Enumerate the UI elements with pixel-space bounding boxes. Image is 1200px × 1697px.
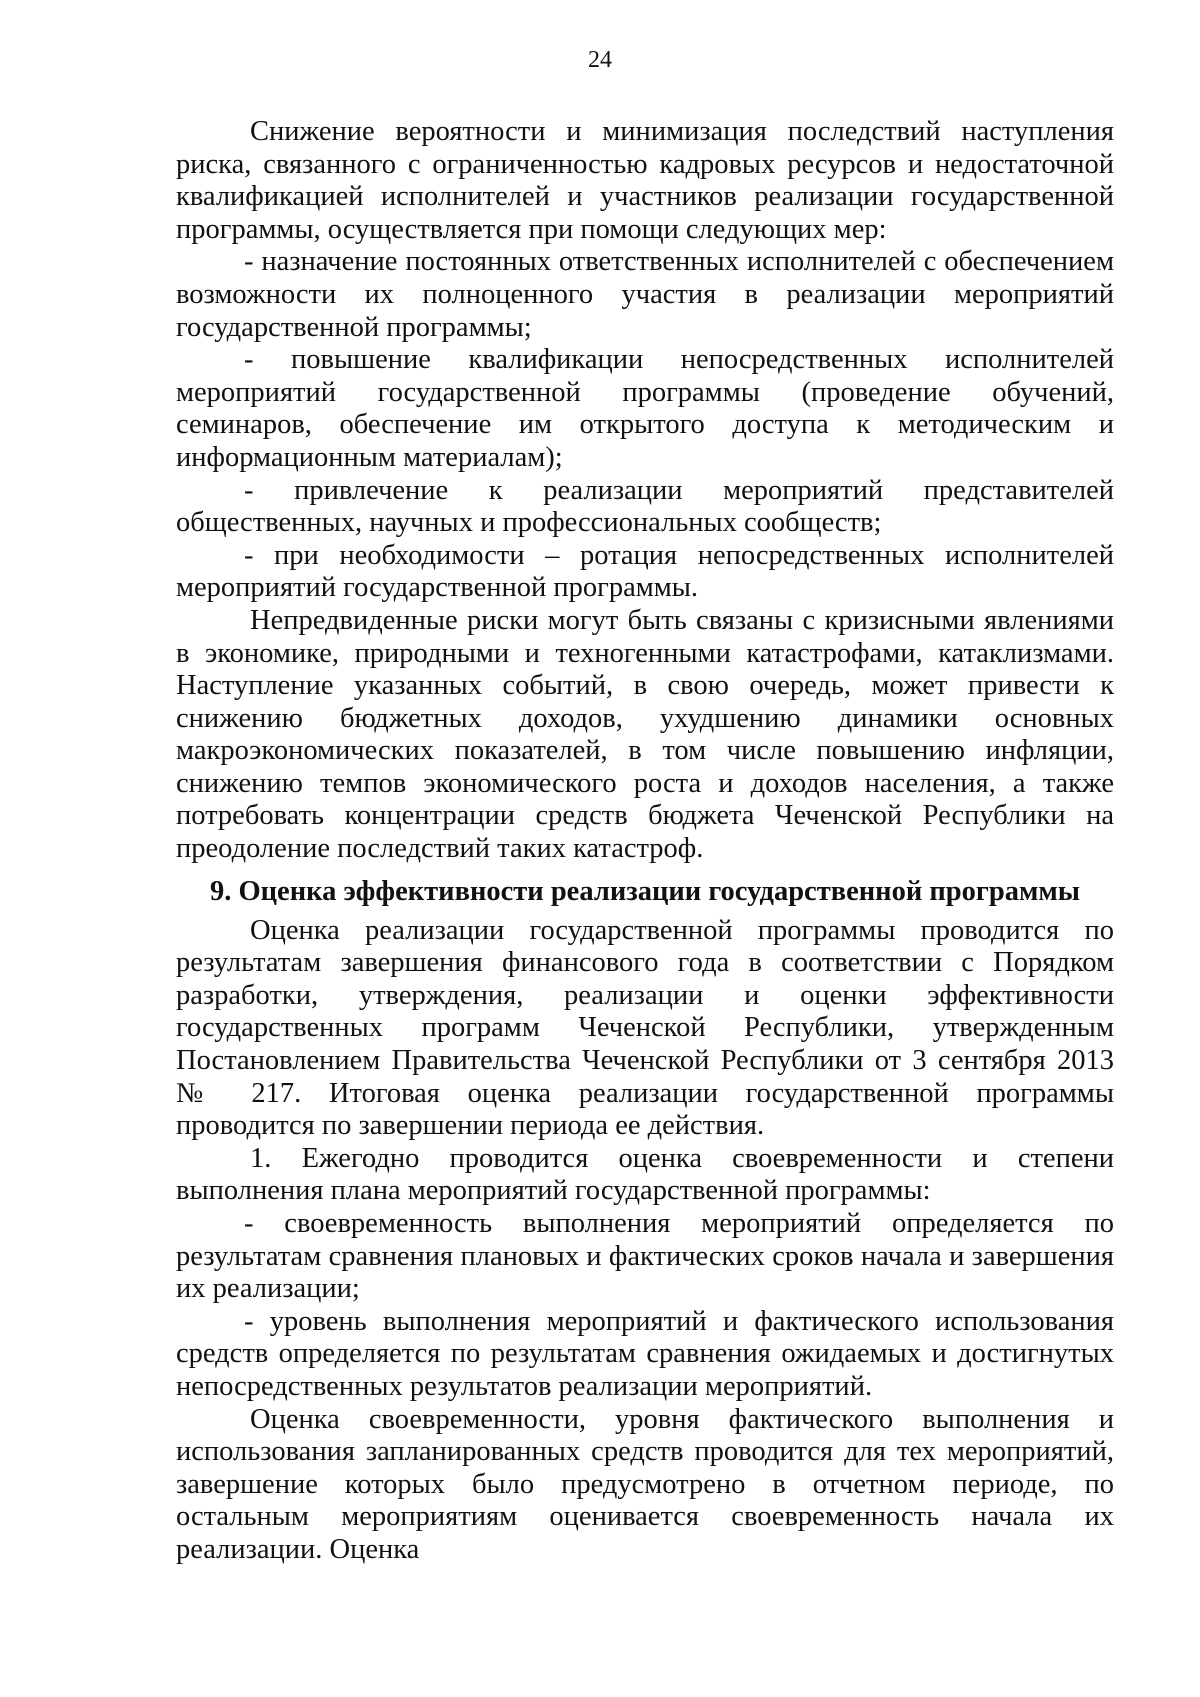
list-item-communities: - привлечение к реализации мероприятий представителей общественных, научных и профессиональных сообществ;	[176, 474, 1114, 539]
paragraph-unforeseen-risks: Непредвиденные риски могут быть связаны с кризисными явлениями в экономике, природными и техногенными катастрофами, катаклизмами. Наступление указанных событий, в свою очередь, может привести к снижению бюджетных доходов, ухудшению динамики основных макроэкономических показателей, в том числе повышению инфляции, снижению темпов экономического роста и доходов населения, а также потребовать концентрации средств бюджета Чеченской Республики на преодоление последствий таких катастроф.	[176, 604, 1114, 865]
paragraph-annual-evaluation: 1. Ежегодно проводится оценка своевременности и степени выполнения плана мероприятий государственной программы:	[176, 1142, 1114, 1207]
paragraph-assessment: Оценка своевременности, уровня фактического выполнения и использования запланированных средств проводится для тех мероприятий, завершение которых было предусмотрено в отчетном периоде, по остальным мероприятиям оценивается своевременность начала их реализации. Оценка	[176, 1403, 1114, 1565]
list-item-permanent-executors: - назначение постоянных ответственных исполнителей с обеспечением возможности их полноценного участия в реализации мероприятий государственной программы;	[176, 246, 1114, 343]
list-item-rotation: - при необходимости – ротация непосредственных исполнителей мероприятий государственной программы.	[176, 539, 1114, 604]
paragraph-risk-staff: Снижение вероятности и минимизация последствий наступления риска, связанного с ограниченностью кадровых ресурсов и недостаточной квалификацией исполнителей и участников реализации государственной программы, осуществляется при помощи следующих мер:	[176, 116, 1114, 245]
list-item-timeliness: - своевременность выполнения мероприятий определяется по результатам сравнения плановых и фактических сроков начала и завершения их реализации;	[176, 1208, 1114, 1305]
page-content	[176, 116, 1114, 1567]
section-heading: 9. Оценка эффективности реализации государственной программы	[209, 875, 1081, 907]
paragraph-evaluation: Оценка реализации государственной программы проводится по результатам завершения финансового года в соответствии с Порядком разработки, утверждения, реализации и оценки эффективности государственных программ Чеченской Республики, утвержденным Постановлением Правительства Чеченской Республики от 3 сентября 2013 № 217. Итоговая оценка реализации государственной программы проводится по завершении периода ее действия.	[176, 914, 1114, 1142]
list-item-execution-level: - уровень выполнения мероприятий и фактического использования средств определяется по результатам сравнения ожидаемых и достигнутых непосредственных результатов реализации мероприятий.	[176, 1305, 1114, 1402]
list-item-qualification: - повышение квалификации непосредственных исполнителей мероприятий государственной программы (проведение обучений, семинаров, обеспечение им открытого доступа к методическим и информационным материалам);	[176, 344, 1114, 473]
page-number: 24	[588, 47, 612, 73]
